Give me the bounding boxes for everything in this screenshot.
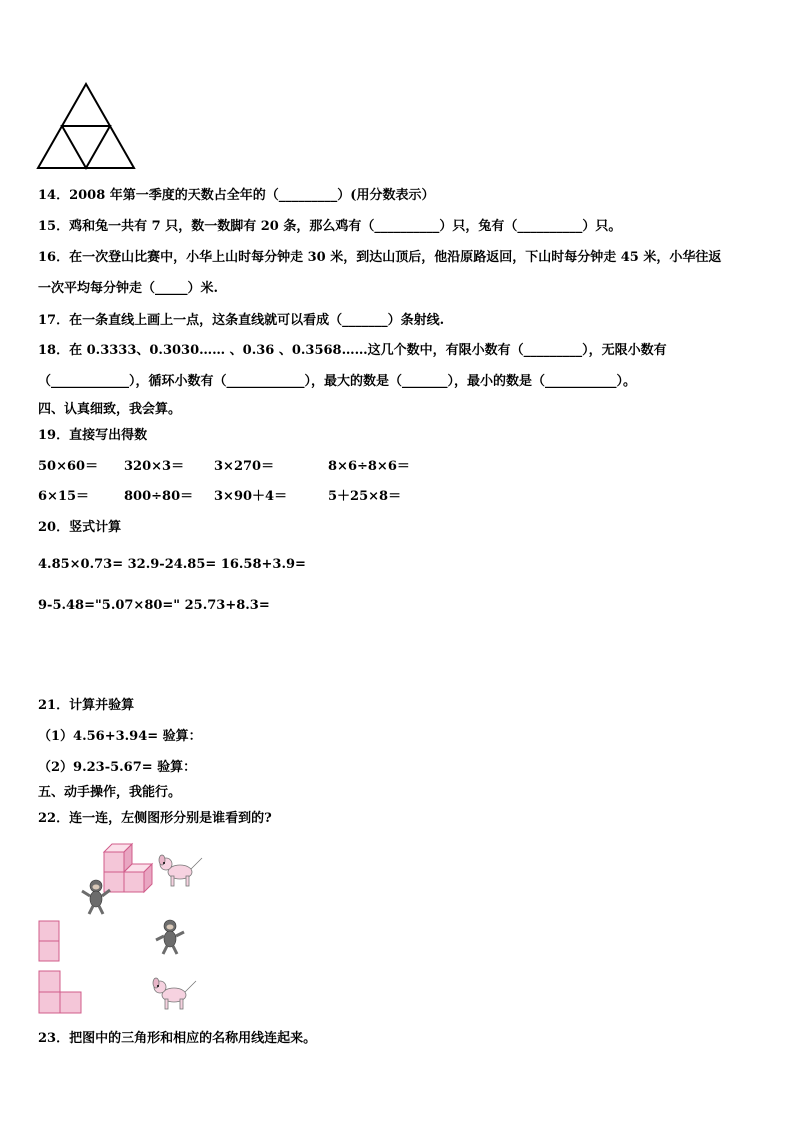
question-14: 14．2008 年第一季度的天数占全年的（_________）(用分数表示） xyxy=(38,188,435,203)
triangle-figure xyxy=(36,82,136,172)
q19-cell: 6×15＝ xyxy=(38,489,90,504)
dog-icon xyxy=(158,852,204,890)
question-20-line2: 9-5.48="5.07×80=" 25.73+8.3= xyxy=(38,598,270,613)
monkey-icon xyxy=(154,918,188,956)
q19-cell: 3×270＝ xyxy=(214,459,275,474)
section-4-title: 四、认真细致，我会算。 xyxy=(38,402,182,417)
view-shape-2 xyxy=(38,970,84,1016)
dog-icon xyxy=(152,975,198,1013)
view-shape-1 xyxy=(38,920,62,964)
question-18-line1: 18．在 0.3333、0.3030…… 、0.36 、0.3568……这几个数中，有限小数有（_________），无限小数有 xyxy=(38,343,667,358)
question-19-title: 19．直接写出得数 xyxy=(38,428,148,443)
question-16-line2: 一次平均每分钟走（_____）米. xyxy=(38,281,219,296)
q19-cell: 320×3＝ xyxy=(124,459,185,474)
question-22-title: 22．连一连，左侧图形分别是谁看到的? xyxy=(38,811,272,826)
question-23-title: 23．把图中的三角形和相应的名称用线连起来。 xyxy=(38,1031,317,1046)
question-21-item1: （1）4.56+3.94= 验算： xyxy=(38,729,202,744)
question-17: 17．在一条直线上画上一点，这条直线就可以看成（_______）条射线. xyxy=(38,313,445,328)
q19-cell: 8×6÷8×6＝ xyxy=(328,459,410,474)
question-21-title: 21．计算并验算 xyxy=(38,698,135,713)
question-21-item2: （2）9.23-5.67= 验算： xyxy=(38,760,197,775)
question-20-line1: 4.85×0.73= 32.9-24.85= 16.58+3.9= xyxy=(38,557,306,572)
question-18-line2: （____________），循环小数有（____________），最大的数是（_______），最小的数是（___________）。 xyxy=(38,374,637,389)
monkey-icon xyxy=(80,878,114,916)
question-15: 15．鸡和兔一共有 7 只，数一数脚有 20 条，那么鸡有（__________）只，兔有（__________）只。 xyxy=(38,219,622,234)
question-16-line1: 16．在一次登山比赛中，小华上山时每分钟走 30 米，到达山顶后，他沿原路返回，下山时每分钟走 45 米，小华往返 xyxy=(38,250,722,265)
q19-cell: 800÷80＝ xyxy=(124,489,194,504)
q19-cell: 3×90＋4＝ xyxy=(214,489,288,504)
q19-cell: 5＋25×8＝ xyxy=(328,489,402,504)
section-5-title: 五、动手操作，我能行。 xyxy=(38,785,182,800)
q19-cell: 50×60＝ xyxy=(38,459,99,474)
question-20-title: 20．竖式计算 xyxy=(38,520,122,535)
